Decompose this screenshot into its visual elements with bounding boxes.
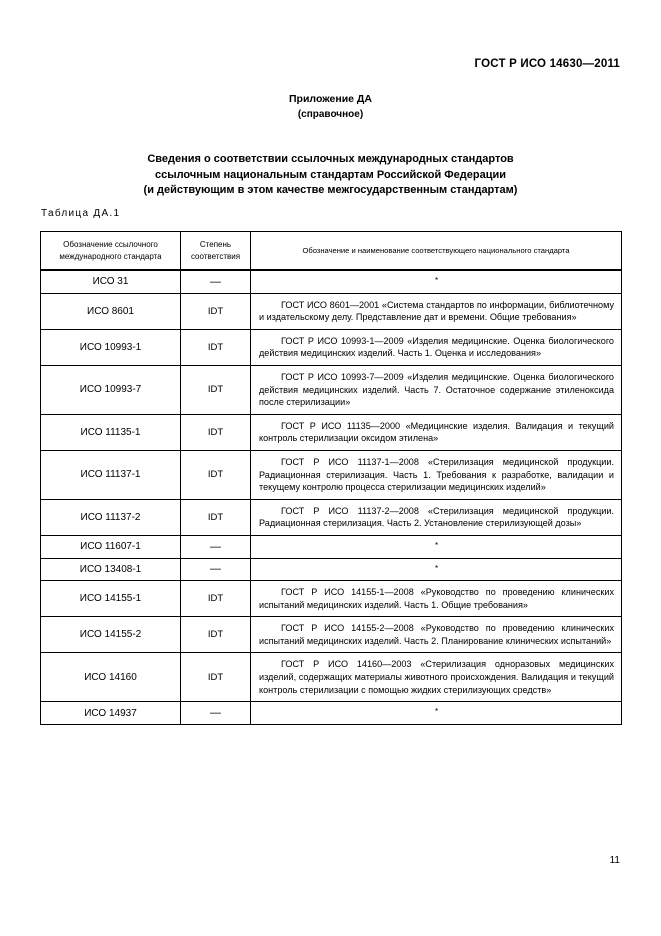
cell-degree-of-correspondence: IDT: [181, 414, 251, 450]
cell-degree-of-correspondence: IDT: [181, 617, 251, 653]
cell-degree-of-correspondence: IDT: [181, 499, 251, 535]
table-row: [41, 581, 622, 617]
cell-national-standard-text: ГОСТ Р ИСО 14160—2003 «Стерилизация одноразовых медицинских изделий, содержащих материалы животного происхождения. Валидация и текущий контроль стерилизации с помощью жидких стерилизующих средств»: [259, 659, 614, 695]
cell-international-designation: ИСО 10993-7: [41, 365, 181, 414]
cell-national-standard-text: ГОСТ Р ИСО 11135—2000 «Медицинские изделия. Валидация и текущий контроль стерилизации оксидом этилена»: [259, 420, 614, 444]
cell-degree-of-correspondence: —: [181, 535, 251, 558]
cell-international-designation: ИСО 8601: [41, 293, 181, 329]
table-row: [41, 558, 622, 581]
cell-national-standard-footnote-mark: *: [251, 702, 622, 725]
annex-subtitle: (справочное): [297, 109, 364, 120]
table-header-row: [41, 232, 622, 271]
cell-national-standard: [251, 581, 622, 617]
cell-national-standard-footnote-mark: *: [251, 270, 622, 293]
cell-national-standard-text: ГОСТ Р ИСО 11137-2—2008 «Стерилизация медицинской продукции. Радиационная стерилизация. Часть 2. Установление стерилизующей дозы»: [259, 505, 614, 529]
column-header-line-1: Обозначение ссылочного: [63, 240, 158, 249]
cell-national-standard: [251, 365, 622, 414]
table-row: [41, 414, 622, 450]
cell-international-designation: ИСО 11137-1: [41, 450, 181, 499]
column-header-degree-of-correspondence: [181, 232, 251, 271]
cell-international-designation: ИСО 14155-1: [41, 581, 181, 617]
cell-degree-of-correspondence: IDT: [181, 293, 251, 329]
annex-caption-block: [0, 92, 661, 122]
annex-title: Приложение ДА: [289, 93, 372, 105]
column-header-line-2: международного стандарта: [59, 251, 162, 261]
column-header-line-2: соответствия: [190, 251, 241, 261]
cell-degree-of-correspondence: IDT: [181, 581, 251, 617]
cell-international-designation: ИСО 31: [41, 270, 181, 293]
cell-national-standard-text: ГОСТ Р ИСО 14155-2—2008 «Руководство по проведению клинических испытаний медицинских изделий. Часть 2. Планирование клинических испытаний»: [259, 623, 614, 646]
cell-degree-of-correspondence: IDT: [181, 365, 251, 414]
cell-national-standard-text: ГОСТ ИСО 8601—2001 «Система стандартов по информации, библиотечному и издательскому делу. Представление дат и времени. Общие требования»: [259, 299, 614, 323]
cell-national-standard: [251, 653, 622, 702]
cell-international-designation: ИСО 14937: [41, 702, 181, 725]
cell-international-designation: ИСО 13408-1: [41, 558, 181, 581]
cell-national-standard-text: ГОСТ Р ИСО 10993-1—2009 «Изделия медицинские. Оценка биологического действия медицинских изделий. Часть 1. Оценка и исследования»: [259, 335, 614, 359]
standards-correspondence-table: [40, 231, 622, 725]
table-caption: Таблица ДА.1: [41, 208, 121, 219]
cell-national-standard: [251, 329, 622, 365]
page-number: 11: [609, 855, 620, 866]
table-row: [41, 499, 622, 535]
column-header-national-standard: Обозначение и наименование соответствующего национального стандарта: [251, 232, 622, 271]
table-row: [41, 329, 622, 365]
cell-degree-of-correspondence: IDT: [181, 653, 251, 702]
cell-national-standard: [251, 293, 622, 329]
document-header-designation: ГОСТ Р ИСО 14630—2011: [474, 58, 620, 70]
cell-degree-of-correspondence: —: [181, 558, 251, 581]
cell-national-standard-footnote-mark: *: [251, 535, 622, 558]
table-header: [41, 232, 622, 271]
table-body: [41, 270, 622, 724]
table-row: [41, 270, 622, 293]
cell-international-designation: ИСО 14155-2: [41, 617, 181, 653]
table-row: [41, 702, 622, 725]
cell-national-standard-footnote-mark: *: [251, 558, 622, 581]
cell-national-standard: [251, 450, 622, 499]
cell-international-designation: ИСО 11607-1: [41, 535, 181, 558]
cell-national-standard-text: ГОСТ Р ИСО 14155-1—2008 «Руководство по проведению клинических испытаний медицинских изделий. Часть 1. Общие требования»: [259, 587, 614, 610]
page-title-line-2: ссылочным национальным стандартам Российской Федерации: [154, 168, 507, 181]
cell-international-designation: ИСО 11137-2: [41, 499, 181, 535]
cell-national-standard: [251, 414, 622, 450]
page-title-line-1: Сведения о соответствии ссылочных международных стандартов: [147, 153, 514, 165]
table-row: [41, 653, 622, 702]
cell-degree-of-correspondence: IDT: [181, 329, 251, 365]
cell-international-designation: ИСО 14160: [41, 653, 181, 702]
cell-degree-of-correspondence: IDT: [181, 450, 251, 499]
page-title: [40, 152, 621, 199]
cell-national-standard: [251, 499, 622, 535]
table-row: [41, 293, 622, 329]
cell-national-standard: [251, 617, 622, 653]
column-header-line-1: Степень: [199, 240, 232, 249]
cell-international-designation: ИСО 11135-1: [41, 414, 181, 450]
table-row: [41, 450, 622, 499]
cell-national-standard-text: ГОСТ Р ИСО 10993-7—2009 «Изделия медицинские. Оценка биологического действия медицинских изделий. Часть 7. Остаточное содержание этиленоксида после стерилизации»: [259, 371, 614, 408]
table-row: [41, 535, 622, 558]
column-header-international-designation: [41, 232, 181, 271]
table-row: [41, 365, 622, 414]
cell-international-designation: ИСО 10993-1: [41, 329, 181, 365]
cell-degree-of-correspondence: —: [181, 702, 251, 725]
cell-national-standard-text: ГОСТ Р ИСО 11137-1—2008 «Стерилизация медицинской продукции. Радиационная стерилизация. Часть 1. Требования к разработке, валидации и текущему контролю процесса стерилизации медицинских изделий»: [259, 456, 614, 493]
cell-degree-of-correspondence: —: [181, 270, 251, 293]
page-title-line-3: (и действующим в этом качестве межгосударственным стандартам): [143, 184, 518, 197]
table-row: [41, 617, 622, 653]
